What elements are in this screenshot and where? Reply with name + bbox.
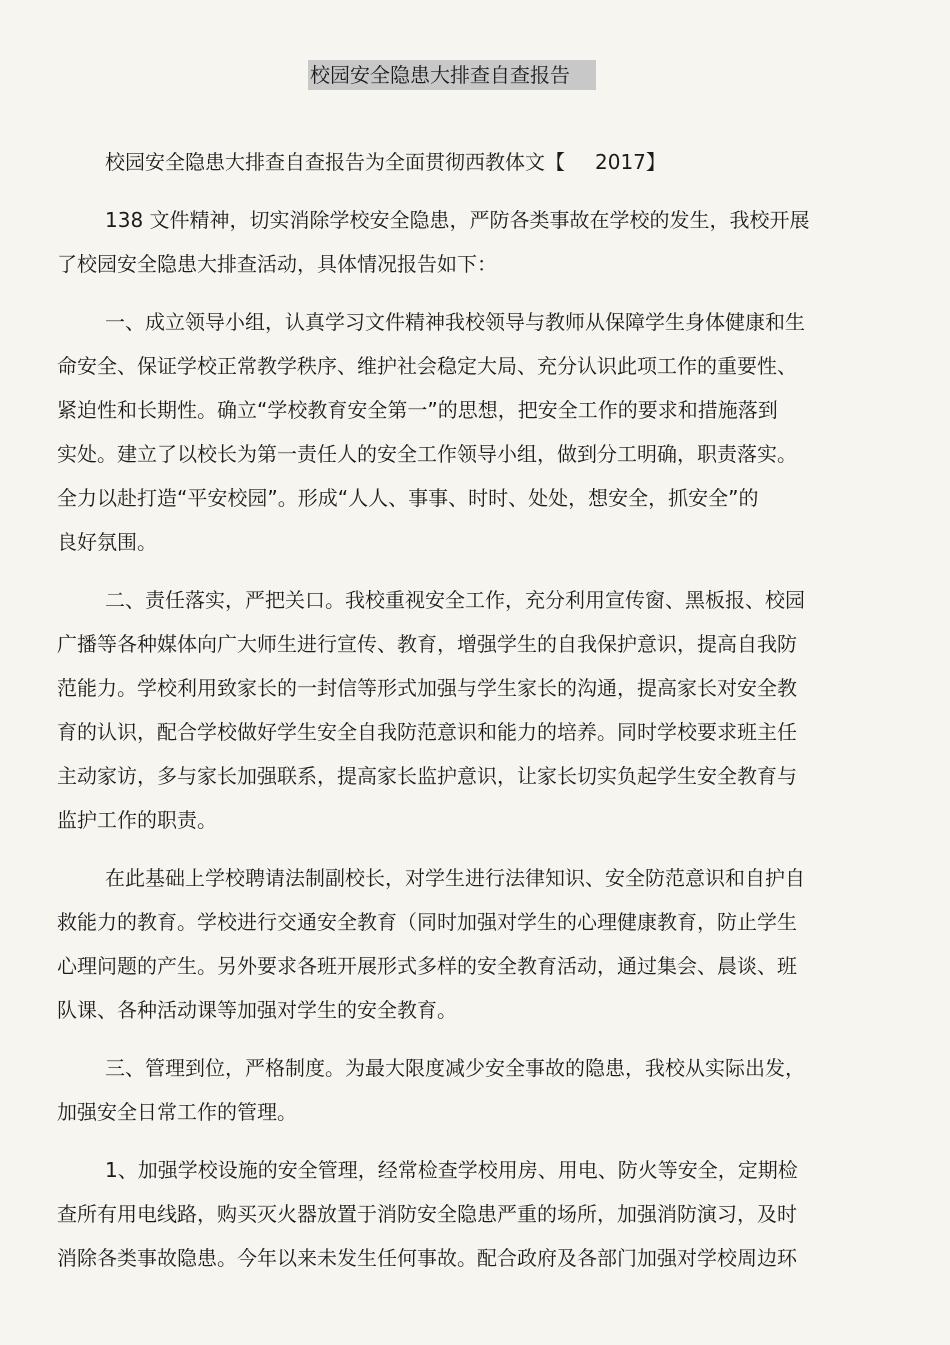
paragraph-line: 良好氛围。 — [57, 530, 157, 554]
paragraph-line: 消除各类事故隐患。今年以来未发生任何事故。配合政府及各部门加强对学校周边环 — [57, 1246, 797, 1270]
paragraph-line: 队课、各种活动课等加强对学生的安全教育。 — [57, 998, 457, 1022]
intro-line-2: 138 文件精神，切实消除学校安全隐患，严防各类事故在学校的发生，我校开展 — [105, 208, 810, 232]
paragraph-line: 全力以赴打造“平安校园”。形成“人人、事事、时时、处处，想安全，抓安全”的 — [57, 486, 759, 510]
paragraph-line: 监护工作的职责。 — [57, 808, 217, 832]
paragraph-line: 育的认识，配合学校做好学生安全自我防范意识和能力的培养。同时学校要求班主任 — [57, 720, 797, 744]
paragraph-line: 二、责任落实，严把关口。我校重视安全工作，充分利用宣传窗、黑板报、校园 — [105, 588, 805, 612]
paragraph-line: 主动家访，多与家长加强联系，提高家长监护意识，让家长切实负起学生安全教育与 — [57, 764, 797, 788]
paragraph-line: 心理问题的产生。另外要求各班开展形式多样的安全教育活动，通过集会、晨谈、班 — [57, 954, 797, 978]
document-body — [57, 60, 847, 1294]
paragraph-1 — [57, 300, 847, 564]
paragraph-line: 一、成立领导小组，认真学习文件精神我校领导与教师从保障学生身体健康和生 — [105, 310, 805, 334]
paragraph-line: 在此基础上学校聘请法制副校长，对学生进行法律知识、安全防范意识和自护自 — [105, 866, 805, 890]
intro-line-1 — [57, 140, 847, 184]
paragraph-line: 救能力的教育。学校进行交通安全教育（同时加强对学生的心理健康教育，防止学生 — [57, 910, 797, 934]
intro-paragraph-2 — [57, 198, 847, 286]
paragraph-2 — [57, 578, 847, 842]
paragraph-5 — [57, 1148, 847, 1280]
paragraph-line: 实处。建立了以校长为第一责任人的安全工作领导小组，做到分工明确，职责落实。 — [57, 442, 797, 466]
paragraph-line: 查所有用电线路，购买灭火器放置于消防安全隐患严重的场所，加强消防演习，及时 — [57, 1202, 797, 1226]
paragraph-3 — [57, 856, 847, 1032]
intro-line-1-text: 校园安全隐患大排查自查报告为全面贯彻西教体文【 — [105, 150, 565, 174]
paragraph-line: 紧迫性和长期性。确立“学校教育安全第一”的思想，把安全工作的要求和措施落到 — [57, 398, 778, 422]
paragraph-line: 广播等各种媒体向广大师生进行宣传、教育，增强学生的自我保护意识，提高自我防 — [57, 632, 797, 656]
intro-line-1-year: 2017】 — [595, 150, 666, 174]
intro-line-3: 了校园安全隐患大排查活动，具体情况报告如下： — [57, 252, 497, 276]
paragraph-line: 三、管理到位，严格制度。为最大限度减少安全事故的隐患，我校从实际出发， — [105, 1056, 805, 1080]
document-title: 校园安全隐患大排查自查报告 — [308, 60, 596, 90]
paragraph-line: 1、加强学校设施的安全管理，经常检查学校用房、用电、防火等安全，定期检 — [105, 1158, 798, 1182]
title-block — [57, 60, 847, 90]
paragraph-line: 范能力。学校利用致家长的一封信等形式加强与学生家长的沟通，提高家长对安全教 — [57, 676, 797, 700]
paragraph-line: 命安全、保证学校正常教学秩序、维护社会稳定大局、充分认识此项工作的重要性、 — [57, 354, 797, 378]
paragraph-line: 加强安全日常工作的管理。 — [57, 1100, 297, 1124]
intro-paragraph — [57, 140, 847, 184]
paragraph-4 — [57, 1046, 847, 1134]
